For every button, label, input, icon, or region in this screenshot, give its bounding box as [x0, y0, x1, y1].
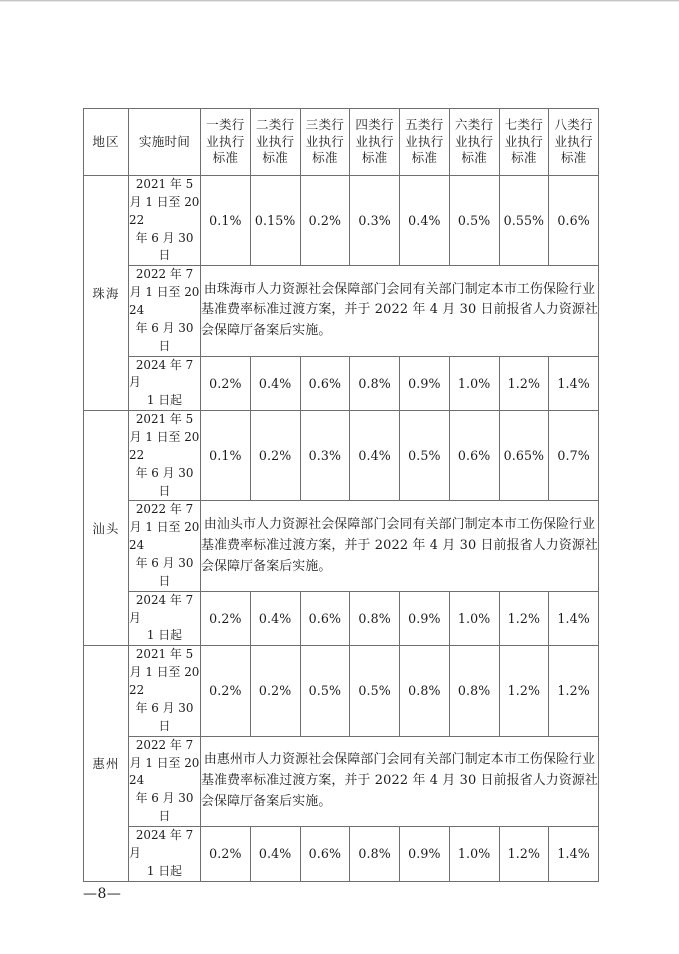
rate-cell: 0.8% [449, 646, 499, 736]
rate-cell: 0.3% [300, 411, 350, 501]
rate-cell: 0.5% [300, 646, 350, 736]
region-cell-珠海: 珠海 [84, 176, 129, 411]
table-row [84, 356, 599, 411]
rate-cell: 0.4% [250, 356, 300, 411]
period-cell-2022 [129, 266, 201, 356]
rate-cell: 1.2% [549, 646, 599, 736]
rate-cell: 0.2% [201, 356, 251, 411]
rate-cell: 1.2% [499, 826, 549, 881]
rate-cell: 0.8% [350, 591, 400, 646]
column-header-class-2: 二类行业执行标准 [250, 109, 300, 176]
table-row [84, 826, 599, 881]
rate-cell: 0.9% [400, 356, 450, 411]
rate-cell: 0.6% [300, 826, 350, 881]
region-cell-惠州: 惠州 [84, 646, 129, 881]
rate-cell: 0.9% [400, 826, 450, 881]
period-line: 2021 年 5 月 [129, 177, 194, 209]
region-cell-汕头: 汕头 [84, 411, 129, 646]
period-line: 2024 年 7 月 [129, 357, 194, 390]
period-cell-2024 [129, 591, 201, 646]
rate-cell: 0.55% [499, 176, 549, 266]
rate-cell: 1.2% [499, 646, 549, 736]
page-top-edge-line [0, 0, 679, 2]
column-header-class-8: 八类行业执行标准 [549, 109, 599, 176]
rate-cell: 0.4% [400, 176, 450, 266]
rate-cell: 0.8% [350, 356, 400, 411]
period-cell-2024 [129, 356, 201, 411]
period-line: 2022 年 7 月 [129, 502, 194, 535]
transition-note-cell: 由珠海市人力资源社会保障部门会同有关部门制定本市工伤保险行业基准费率标准过渡方案，并于 2022 年 4 月 30 日前报省人力资源社会保障厅备案后实施。 [201, 266, 599, 356]
period-cell-2021 [129, 176, 201, 266]
table-row [84, 501, 599, 591]
period-line: 年 6 月 30 日 [135, 700, 194, 733]
rate-cell: 0.65% [499, 411, 549, 501]
period-line: 年 6 月 30 日 [135, 320, 194, 353]
column-header-class-3: 三类行业执行标准 [300, 109, 350, 176]
rate-cell: 0.2% [201, 646, 251, 736]
table-row [84, 646, 599, 736]
period-line: 1 日起 [146, 393, 183, 408]
period-line: 1 日至 2024 [129, 520, 200, 553]
rate-cell: 0.2% [201, 591, 251, 646]
period-line: 2022 年 7 月 [129, 737, 194, 770]
period-line: 2022 年 7 月 [129, 267, 194, 300]
table-body [84, 176, 599, 882]
period-line: 1 日至 2022 [129, 194, 200, 227]
transition-note-cell: 由汕头市人力资源社会保障部门会同有关部门制定本市工伤保险行业基准费率标准过渡方案，并于 2022 年 4 月 30 日前报省人力资源社会保障厅备案后实施。 [201, 501, 599, 591]
rate-cell: 1.4% [549, 826, 599, 881]
rate-cell: 0.4% [250, 826, 300, 881]
rate-cell: 0.1% [201, 176, 251, 266]
period-line: 1 日起 [146, 628, 183, 643]
period-line: 1 日至 2024 [129, 755, 200, 788]
column-header-class-1: 一类行业执行标准 [201, 109, 251, 176]
column-header-class-4: 四类行业执行标准 [350, 109, 400, 176]
period-line: 年 6 月 30 日 [135, 791, 194, 824]
transition-note-cell: 由惠州市人力资源社会保障部门会同有关部门制定本市工伤保险行业基准费率标准过渡方案，并于 2022 年 4 月 30 日前报省人力资源社会保障厅备案后实施。 [201, 736, 599, 826]
rate-cell: 0.9% [400, 591, 450, 646]
rate-cell: 1.4% [549, 356, 599, 411]
rate-cell: 0.2% [300, 176, 350, 266]
industry-rate-standards-table [83, 108, 599, 882]
rate-cell: 0.6% [549, 176, 599, 266]
rate-cell: 0.6% [300, 591, 350, 646]
column-header-class-5: 五类行业执行标准 [400, 109, 450, 176]
table-row [84, 266, 599, 356]
column-header-period: 实施时间 [129, 109, 201, 176]
table-row [84, 411, 599, 501]
page-number: —8— [83, 886, 122, 902]
rate-cell: 0.8% [350, 826, 400, 881]
period-line: 1 日至 2022 [129, 430, 200, 462]
rate-cell: 0.8% [400, 646, 450, 736]
rate-cell: 1.4% [549, 591, 599, 646]
period-line: 1 日至 2024 [129, 285, 200, 318]
column-header-class-7: 七类行业执行标准 [499, 109, 549, 176]
period-line: 年 6 月 30 日 [135, 556, 194, 588]
rate-cell: 0.6% [449, 411, 499, 501]
period-cell-2022 [129, 736, 201, 826]
rate-cell: 0.1% [201, 411, 251, 501]
table-row [84, 736, 599, 826]
rate-cell: 0.4% [350, 411, 400, 501]
period-cell-2021 [129, 646, 201, 736]
table-row [84, 591, 599, 646]
column-header-region: 地区 [84, 109, 129, 176]
table-header [84, 109, 599, 176]
rate-cell: 0.15% [250, 176, 300, 266]
column-header-class-6: 六类行业执行标准 [449, 109, 499, 176]
rate-cell: 1.0% [449, 356, 499, 411]
period-cell-2022 [129, 501, 201, 591]
table-row [84, 176, 599, 266]
rate-cell: 1.0% [449, 826, 499, 881]
period-cell-2021 [129, 411, 201, 501]
period-line: 2021 年 5 月 [129, 647, 194, 680]
period-cell-2024 [129, 826, 201, 881]
rate-cell: 0.4% [250, 591, 300, 646]
rate-cell: 1.0% [449, 591, 499, 646]
rate-cell: 1.2% [499, 356, 549, 411]
rate-cell: 0.7% [549, 411, 599, 501]
rate-cell: 0.2% [201, 826, 251, 881]
rate-cell: 0.2% [250, 411, 300, 501]
period-line: 2024 年 7 月 [129, 592, 194, 625]
period-line: 2024 年 7 月 [129, 827, 194, 860]
rate-cell: 1.2% [499, 591, 549, 646]
period-line: 2021 年 5 月 [129, 412, 194, 445]
table-header-row [84, 109, 599, 176]
period-line: 年 6 月 30 日 [135, 230, 194, 263]
rate-cell: 0.5% [400, 411, 450, 501]
period-line: 1 日至 2022 [129, 665, 200, 698]
rate-cell: 0.6% [300, 356, 350, 411]
period-line: 年 6 月 30 日 [135, 465, 194, 498]
period-line: 1 日起 [146, 863, 183, 878]
rate-cell: 0.2% [250, 646, 300, 736]
rate-cell: 0.5% [449, 176, 499, 266]
rate-cell: 0.3% [350, 176, 400, 266]
rate-cell: 0.5% [350, 646, 400, 736]
